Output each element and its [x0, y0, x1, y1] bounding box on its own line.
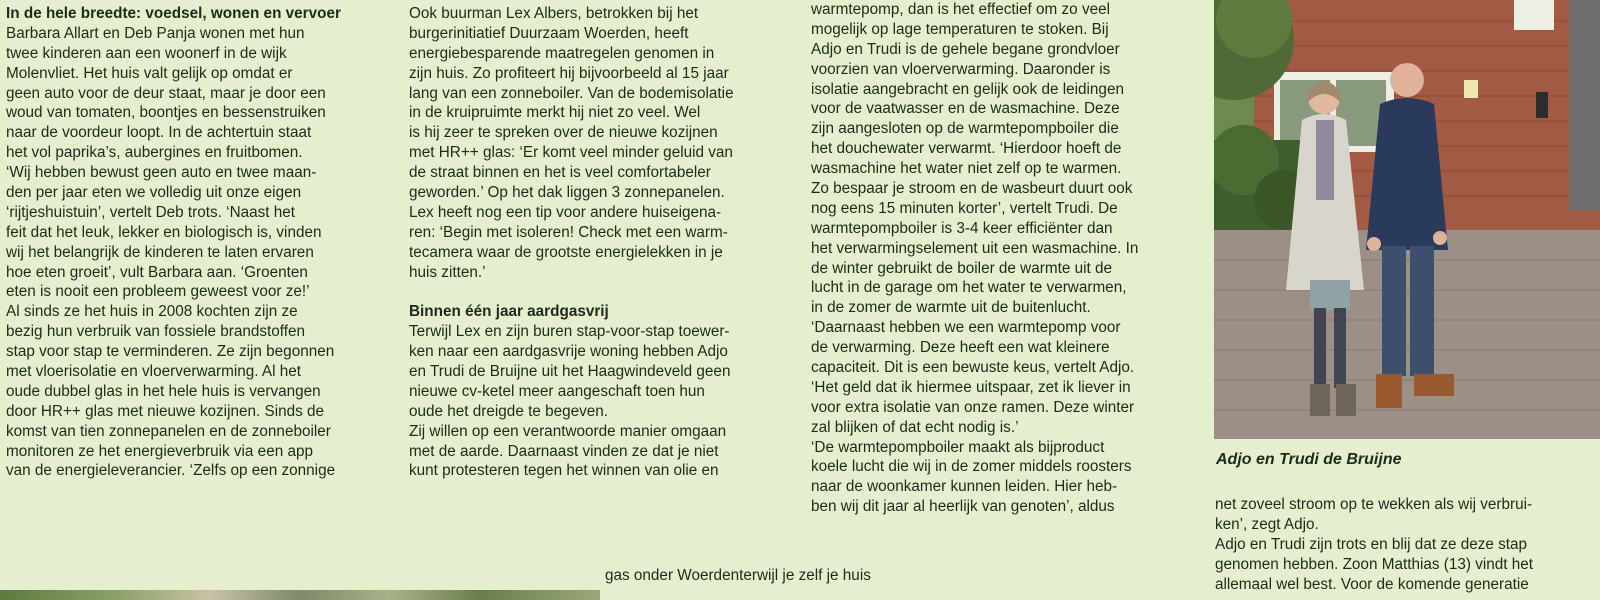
- column-2-body-bottom: [409, 322, 785, 481]
- text-line: capaciteit. Dit is een bewuste keus, vertelt Adjo.: [811, 359, 1135, 377]
- article-column-2: [409, 4, 785, 481]
- text-line: het douchewater verwarmt. ‘Hierdoor hoeft de: [811, 140, 1122, 158]
- article-column-4: [1215, 495, 1595, 594]
- text-line: en Trudi de Bruijne uit het Haagwindeveld geen: [409, 363, 731, 381]
- text-line: koele lucht die wij in de zomer middels roosters: [811, 458, 1132, 476]
- text-line: twee kinderen aan een woonerf in de wijk: [6, 44, 287, 62]
- text-line: het verwarmingselement uit een wasmachine. In: [811, 239, 1139, 257]
- couple-photo: [1214, 0, 1600, 439]
- text-line: Zo bespaar je stroom en de wasbeurt duurt ook: [811, 180, 1133, 198]
- bottom-photo-strip: [0, 590, 600, 600]
- text-line: oude dubbel glas in het hele huis is vervangen: [6, 382, 321, 400]
- photo-caption: Adjo en Trudi de Bruijne: [1216, 451, 1402, 468]
- text-line: ken’, zegt Adjo.: [1215, 515, 1319, 533]
- text-line: voor de vaatwasser en de wasmachine. Deze: [811, 100, 1120, 118]
- text-line: voor extra isolatie van onze ramen. Deze winter: [811, 398, 1135, 416]
- text-line: nieuwe cv-ketel meer aangeschaft toen hun: [409, 382, 705, 400]
- text-line: net zoveel stroom op te wekken als wij verbrui-: [1215, 496, 1533, 513]
- column-3-body: [811, 0, 1193, 517]
- text-line: eten is nooit een probleem geweest voor ze!’: [6, 283, 310, 301]
- text-line: lang van een zonneboiler. Van de bodemisolatie: [409, 84, 734, 102]
- text-line: wij het belangrijk de kinderen te laten ervaren: [6, 243, 314, 261]
- text-line: de straat binnen en het is veel comfortabeler: [409, 164, 711, 182]
- text-line: de winter gebruikt de boiler de warmte uit de: [811, 259, 1113, 277]
- text-line: huis zitten.’: [409, 263, 486, 281]
- text-line: voorzien van vloerverwarming. Daaronder is: [811, 60, 1111, 78]
- text-line: ‘rijtjeshuistuin’, vertelt Deb trots. ‘Naast het: [6, 203, 296, 221]
- text-line: naar de woonkamer kunnen leiden. Hier heb-: [811, 478, 1118, 496]
- text-line: wasmachine het water niet zelf op te warmen.: [811, 160, 1122, 178]
- text-line: bezig hun verbruik van fossiele brandstoffen: [6, 323, 306, 341]
- text-line: in de kruipruimte merkt hij niet zo veel. Wel: [409, 104, 701, 122]
- text-line: gas onder Woerden: [605, 567, 740, 584]
- text-line: oude het dreigde te begeven.: [409, 402, 609, 420]
- text-line: ken naar een aardgasvrije woning hebben Adjo: [409, 343, 728, 361]
- section-heading-gas-free: Binnen één jaar aardgasvrij: [409, 303, 609, 321]
- text-line: warmtepompboiler is 3-4 keer efficiënter dan: [811, 219, 1113, 237]
- text-line: ‘Wij hebben bewust geen auto en twee maan-: [6, 164, 317, 182]
- text-line: Terwijl Lex en zijn buren stap-voor-stap toewer-: [409, 323, 730, 341]
- text-line: zijn huis. Zo profiteert hij bijvoorbeeld al 15 jaar: [409, 64, 729, 82]
- text-line: Ook buurman Lex Albers, betrokken bij het: [409, 5, 699, 22]
- text-line: door HR++ glas met nieuwe kozijnen. Sinds de: [6, 402, 325, 420]
- text-line: stap voor stap te verminderen. Ze zijn begonnen: [6, 343, 335, 361]
- text-line: van de energieleverancier. ‘Zelfs op een zonnige: [6, 462, 336, 480]
- text-line: energiebesparende maatregelen genomen in: [409, 44, 715, 62]
- text-line: isolatie aangebracht en gelijk ook de leidingen: [811, 80, 1124, 98]
- text-line: lucht in de garage om het water te verwarmen,: [811, 279, 1127, 297]
- text-line: zal blijken of dat echt nodig is.’: [811, 418, 1019, 436]
- text-line: kunt protesteren tegen het winnen van olie en: [409, 462, 719, 480]
- text-line: burgerinitiatief Duurzaam Woerden, heeft: [409, 24, 689, 42]
- text-line: Barbara Allart en Deb Panja wonen met hun: [6, 24, 305, 42]
- text-line: het vol paprika’s, aubergines en fruitbomen.: [6, 144, 303, 162]
- text-line: nog eens 15 minuten korter’, vertelt Trudi. De: [811, 199, 1118, 217]
- text-line: zijn aangesloten op de warmtepompboiler die: [811, 120, 1119, 138]
- text-line: in de zomer de warmte uit de buitenlucht.: [811, 299, 1091, 317]
- column-1-body: [6, 24, 392, 481]
- text-line: ‘Het geld dat ik hiermee uitspaar, zet ik liever in: [811, 378, 1131, 396]
- text-line: naar de voordeur loopt. In de achtertuin staat: [6, 124, 312, 142]
- text-line: den per jaar eten we volledig uit onze eigen: [6, 184, 302, 202]
- paragraph-gap: [409, 282, 785, 302]
- text-line: Molenvliet. Het huis valt gelijk op omdat er: [6, 64, 293, 82]
- text-line: hoe eten groeit’, vult Barbara aan. ‘Groenten: [6, 263, 308, 281]
- text-line: geen auto voor de deur staat, maar je door een: [6, 84, 326, 102]
- text-line: genomen hebben. Zoon Matthias (13) vindt het: [1215, 555, 1534, 573]
- text-line: Lex heeft nog een tip voor andere huiseigena-: [409, 203, 722, 221]
- text-line: geworden.’ Op het dak liggen 3 zonnepanelen.: [409, 184, 725, 202]
- text-line: met de aarde. Daarnaast vinden ze dat je niet: [409, 442, 719, 460]
- text-line: woud van tomaten, boontjes en bessenstruiken: [6, 104, 326, 122]
- text-line: ‘De warmtepompboiler maakt als bijproduct: [811, 438, 1105, 456]
- article-column-3: [811, 0, 1193, 517]
- text-line: is hij zeer te spreken over de nieuwe kozijnen: [409, 124, 718, 142]
- text-line: feit dat het leuk, lekker en biologisch is, vinden: [6, 223, 322, 241]
- text-line: Adjo en Trudi zijn trots en blij dat ze deze stap: [1215, 535, 1528, 553]
- text-line: ben wij dit jaar al heerlijk van genoten’, aldus: [811, 498, 1115, 516]
- couple-photo-image: [1214, 0, 1600, 439]
- column-2-wrap-text: [605, 566, 871, 586]
- text-line: ‘Daarnaast hebben we een warmtepomp voor: [811, 319, 1121, 337]
- column-2-body-top: [409, 4, 785, 282]
- text-line: ren: ‘Begin met isoleren! Check met een warm-: [409, 223, 728, 241]
- article-column-1: [6, 4, 392, 481]
- text-line: Al sinds ze het huis in 2008 kochten zijn ze: [6, 303, 298, 321]
- text-line: met vloerisolatie en vloerverwarming. Al het: [6, 363, 302, 381]
- text-line: Zij willen op een verantwoorde manier omgaan: [409, 422, 727, 440]
- text-line: Adjo en Trudi is de gehele begane grondvloer: [811, 40, 1120, 58]
- text-line: monitoren ze het energieverbruik via een app: [6, 442, 313, 460]
- text-line: mogelijk op lage temperaturen te stoken. Bij: [811, 20, 1109, 38]
- text-line: terwijl je zelf je huis: [739, 567, 871, 584]
- text-line: allemaal wel best. Voor de komende generatie: [1215, 575, 1529, 593]
- column-4-body: [1215, 495, 1595, 594]
- section-heading-food-housing-transport: In de hele breedte: voedsel, wonen en vervoer: [6, 5, 341, 22]
- text-line: tecamera waar de grootste energielekken in je: [409, 243, 723, 261]
- text-line: de verwarming. Deze heeft een wat kleinere: [811, 339, 1110, 357]
- text-line: warmtepomp, dan is het effectief om zo veel: [811, 1, 1111, 18]
- text-line: met HR++ glas: ‘Er komt veel minder geluid van: [409, 144, 733, 162]
- text-line: komst van tien zonnepanelen en de zonneboiler: [6, 422, 331, 440]
